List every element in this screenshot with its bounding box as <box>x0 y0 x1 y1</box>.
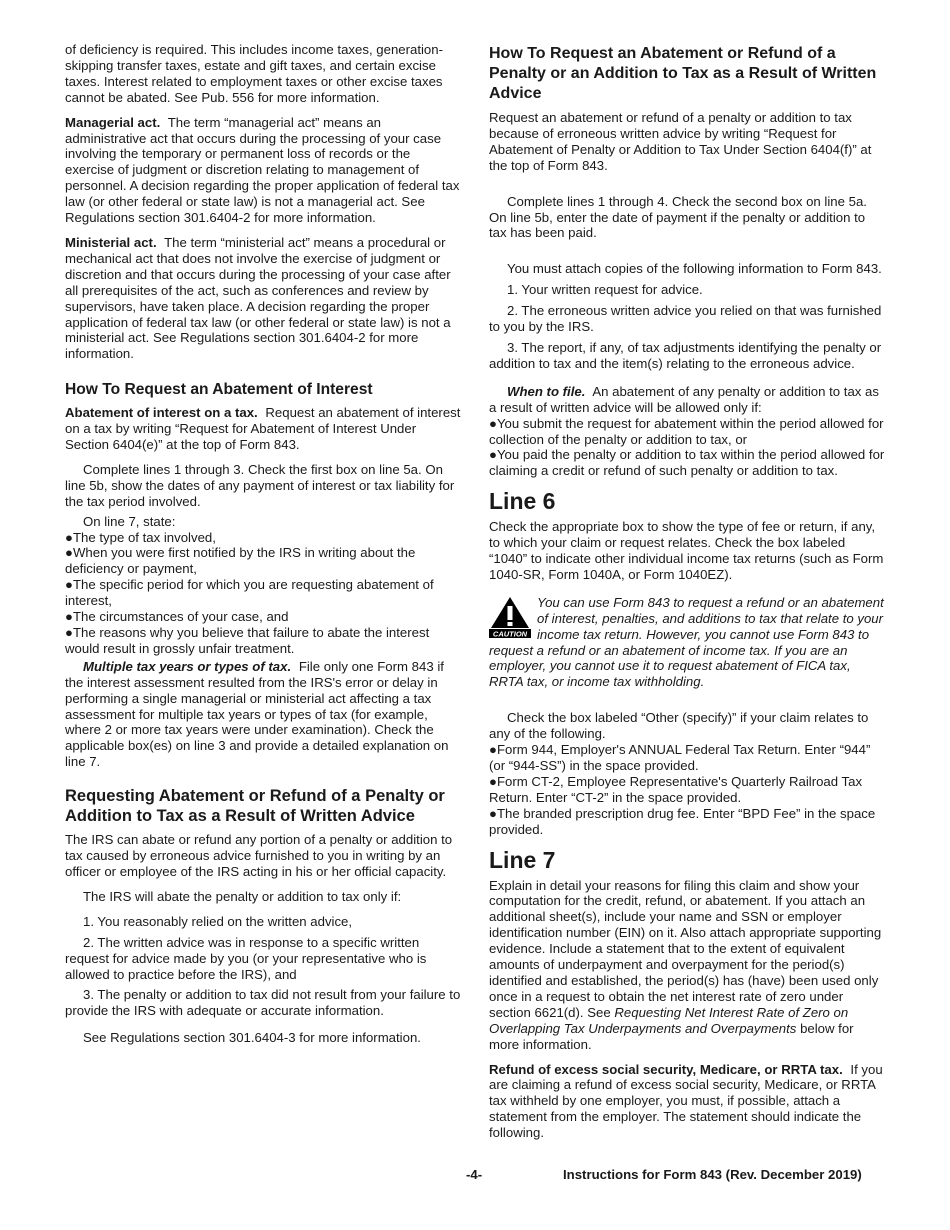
paragraph-managerial-act: Managerial act. The term “managerial act” means an administrative act that occurs during the processing of your case involving the temporary or permanent loss of records or the exercise of judgment or discretion relating to management of personnel. A decision regarding the proper application of federal tax law (or other federal or state law) is not a managerial act. See Regulations section 301.6404-2 for more information. <box>65 114 460 226</box>
abatement-interest-term: Abatement of interest on a tax. <box>65 405 258 421</box>
bullet-list-interest <box>65 530 461 657</box>
when-to-file-term: When to file. <box>507 383 586 399</box>
list-item: 1. You reasonably relied on the written advice, <box>83 913 353 929</box>
list-item: ●You paid the penalty or addition to tax within the period allowed for claiming a credit or refund of such penalty or addition to tax. <box>489 447 885 479</box>
list-item: ●Form CT-2, Employee Representative's Quarterly Railroad Tax Return. Enter “CT-2” in the space provided. <box>489 773 863 805</box>
caution-label: CAUTION <box>492 629 528 639</box>
list-item: ●The circumstances of your case, and <box>65 609 289 625</box>
caution-note <box>489 595 885 690</box>
heading-how-to-request-penalty: How To Request an Abatement or Refund of a Penalty or an Addition to Tax as a Result of Written Advice <box>489 45 877 102</box>
paragraph-irs-can-abate: The IRS can abate or refund any portion of a penalty or addition to tax caused by erroneous advice furnished to you in writing by an officer or employee of the IRS acting in his or her official capacity. <box>65 832 453 879</box>
left-column <box>65 42 461 1055</box>
list-item: ●You submit the request for abatement within the period allowed for collection of the penalty or addition to tax, or <box>489 415 884 447</box>
list-item: ●Form 944, Employer's ANNUAL Federal Tax Return. Enter “944” (or “944-SS”) in the space provided. <box>489 742 871 773</box>
paragraph-refund-excess-tax: Refund of excess social security, Medicare, or RRTA tax. If you are claiming a refund of excess social security, Medicare, or RRTA tax withheld by one employer, you must, if possible, attach a statement from the employer. The statement should indicate the following. <box>489 1061 883 1141</box>
paragraph-ministerial-act: Ministerial act. The term “ministerial act” means a procedural or mechanical act that does not involve the exercise of judgment or discretion and that occurs during the processing of your case after all prerequisites of the act, such as conferences and review by supervisors, have taken place. A decision regarding the proper application of federal tax law (or other federal or state law) is not a ministerial act. See Regulations section 301.6404-2 for more information. <box>65 234 451 362</box>
paragraph-complete-lines-1-4: Complete lines 1 through 4. Check the second box on line 5a. On line 5b, enter the date of payment if the penalty or addition to tax has been paid. <box>489 193 867 241</box>
list-item: ●When you were first notified by the IRS in writing about the deficiency or payment, <box>65 545 416 577</box>
footer-title: Instructions for Form 843 (Rev. December 2019) <box>563 1167 862 1182</box>
list-item: 3. The report, if any, of tax adjustments identifying the penalty or addition to tax and the item(s) relating to the erroneous advice. <box>489 339 882 371</box>
paragraph-line-7: Explain in detail your reasons for filing this claim and show your computation for the credit, refund, or abatement. If you attach an additional sheet(s), include your name and SSN or employer identification number (EIN) on it. Also attach appropriate supporting evidence. Include a statement that to the extent of equivalent amounts of underpayment and overpayment for the period(s) identified and established, the period(s) has (have) been used only once in a request to obtain the net interest rate of zero under section 6621(d). See Requesting Net Interest Rate of Zero on Overlapping Tax Underpayments and Overpayments below for more information. <box>489 877 882 1052</box>
paragraph-request-abatement-penalty: Request an abatement or refund of a penalty or addition to tax because of erroneous written advice by writing “Request for Abatement of Penalty or Addition to Tax Under Section 6404(f)” at the top of Form 843. <box>489 110 872 173</box>
list-item: 1. Your written request for advice. <box>507 282 703 298</box>
paragraph-when-to-file: When to file. An abatement of any penalty or addition to tax as a result of written advice will be allowed only if: <box>489 383 879 415</box>
list-item: ●The branded prescription drug fee. Enter “BPD Fee” in the space provided. <box>489 805 876 837</box>
line7-reference: Requesting Net Interest Rate of Zero on Overlapping Tax Underpayments and Overpayments <box>489 1004 849 1036</box>
list-item: 2. The erroneous written advice you relied on that was furnished to you by the IRS. <box>489 303 882 335</box>
paragraph-abatement-interest: Abatement of interest on a tax. Request an abatement of interest on a tax by writing “Request for Abatement of Interest Under Section 6404(e)” at the top of Form 843. <box>65 405 461 453</box>
caution-text: You can use Form 843 to request a refund or an abatement of interest, penalties, and additions to tax that relate to your income tax return. However, you cannot use Form 843 to request a refund or an abatement of income tax. If you are an employer, you cannot use it to request abatement of FICA tax, RRTA tax, or income tax withholding. <box>489 594 884 690</box>
paragraph-multiple-tax-years: Multiple tax years or types of tax. File only one Form 843 if the interest assessment resulted from the IRS's error or delay in performing a single managerial or ministerial act affecting a tax assessment for multiple tax years or types of tax (for example, where 2 or more tax years were under examination). Check the applicable box(es) on line 3 and provide a detailed explanation on line 7. <box>65 658 449 770</box>
list-item: ●The type of tax involved, <box>65 529 216 545</box>
paragraph-line7-state: On line 7, state: <box>83 513 176 529</box>
heading-request-abatement-interest: How To Request an Abatement of Interest <box>65 381 373 399</box>
heading-line-7: Line 7 <box>489 846 556 873</box>
managerial-act-term: Managerial act. <box>65 114 161 130</box>
right-column <box>489 42 885 1150</box>
paragraph-complete-lines-1-3: Complete lines 1 through 3. Check the first box on line 5a. On line 5b, show the dates of any payment of interest or tax liability for the tax period involved. <box>65 461 455 509</box>
bullet-list-when-to-file <box>489 416 885 480</box>
caution-icon <box>489 595 531 639</box>
paragraph-attach-copies: You must attach copies of the following information to Form 843. <box>507 261 882 277</box>
heading-line-6: Line 6 <box>489 488 556 515</box>
multiple-tax-years-term: Multiple tax years or types of tax. <box>83 658 292 674</box>
list-item: 3. The penalty or addition to tax did not result from your failure to provide the IRS with adequate or accurate information. <box>65 987 461 1019</box>
paragraph-other-specify: Check the box labeled “Other (specify)” if your claim relates to any of the following. <box>489 710 869 742</box>
page-number: -4- <box>466 1167 483 1182</box>
heading-requesting-abatement-penalty: Requesting Abatement or Refund of a Penalty or Addition to Tax as a Result of Written Advice <box>65 787 445 826</box>
ministerial-act-term: Ministerial act. <box>65 234 157 250</box>
refund-excess-term: Refund of excess social security, Medicare, or RRTA tax. <box>489 1061 843 1077</box>
paragraph-only-if: The IRS will abate the penalty or addition to tax only if: <box>83 888 402 904</box>
paragraph-line-6: Check the appropriate box to show the type of fee or return, if any, to which your claim or request relates. Check the box labeled “1040” to indicate other individual income tax returns (such as Form 1040-SR, Form 1040A, or Form 1040EZ). <box>489 519 884 582</box>
paragraph-deficiency: of deficiency is required. This includes income taxes, generation-skipping transfer taxes, estate and gift taxes, and certain excise taxes. Interest related to employment taxes or other excise taxes cannot be abated. See Pub. 556 for more information. <box>65 42 443 105</box>
list-item: ●The reasons why you believe that failure to abate the interest would result in grossly unfair treatment. <box>65 625 430 656</box>
list-item: 2. The written advice was in response to a specific written request for advice made by you (or your representative who is allowed to practice before the IRS), and <box>65 934 427 982</box>
bullet-list-other <box>489 742 885 837</box>
paragraph-see-regulations: See Regulations section 301.6404-3 for more information. <box>83 1030 421 1046</box>
list-item: ●The specific period for which you are requesting abatement of interest, <box>65 577 434 609</box>
